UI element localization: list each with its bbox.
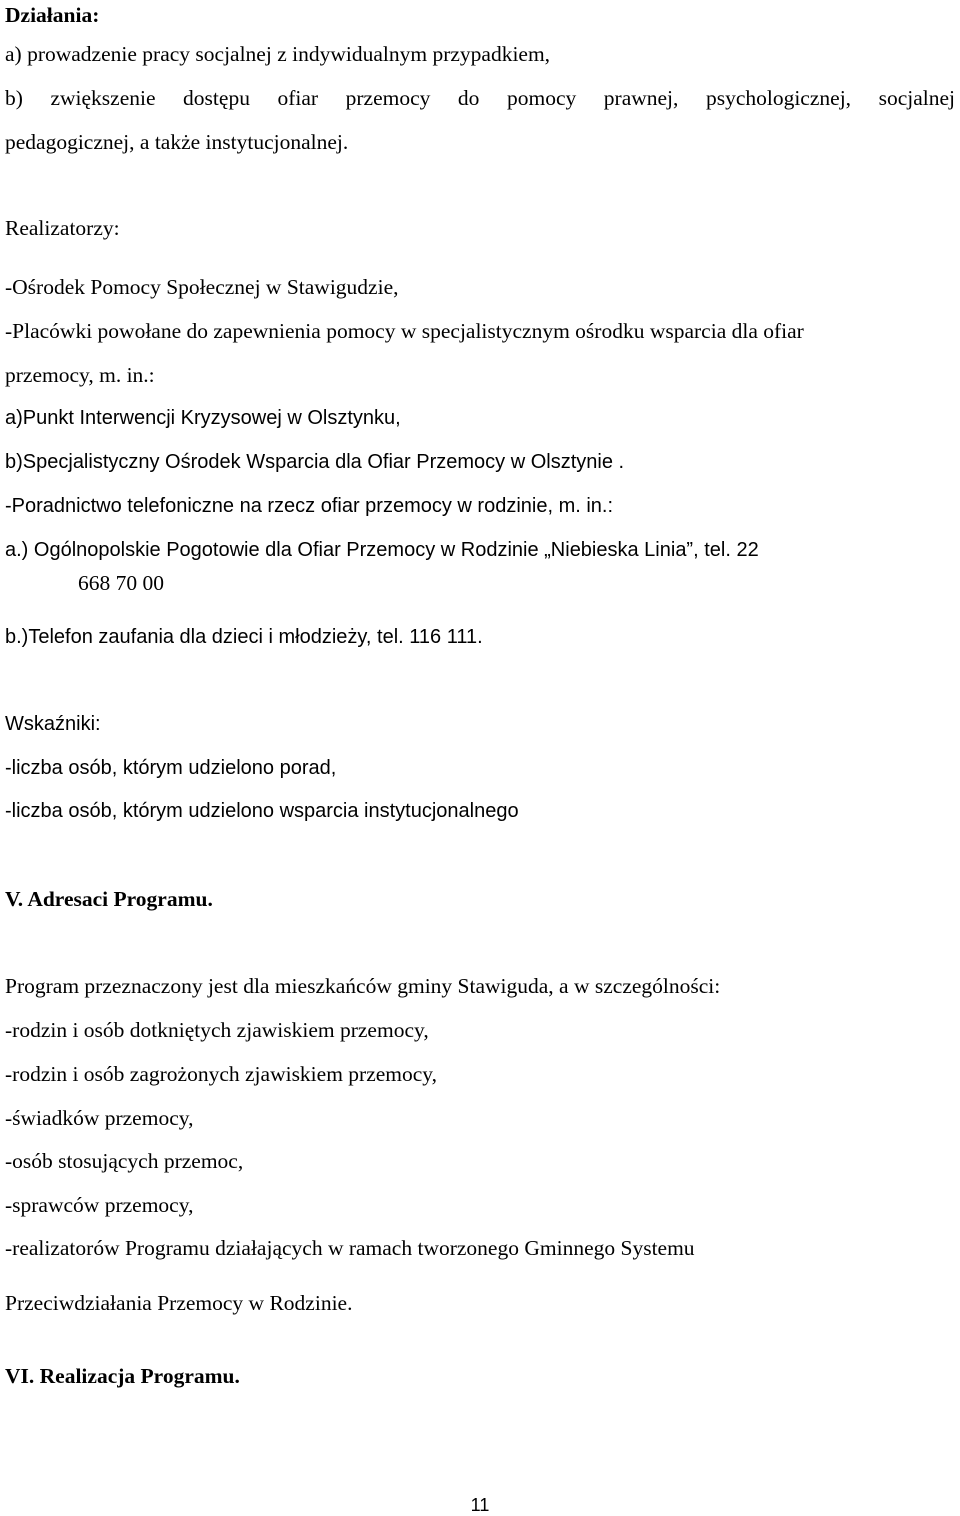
realizatorzy-heading: Realizatorzy: [5,216,120,240]
wskazniki-heading: Wskaźniki: [5,713,101,735]
wskazniki-line: -liczba osób, którym udzielono wsparcia instytucjonalnego [5,800,519,822]
adresaci-line: -rodzin i osób zagrożonych zjawiskiem przemocy, [5,1062,438,1086]
realizatorzy-line: -Ośrodek Pomocy Społecznej w Stawigudzie, [5,275,399,299]
section-v-heading: V. Adresaci Programu. [5,887,213,911]
section-vi-heading: VI. Realizacja Programu. [5,1364,240,1388]
realizatorzy-line: przemocy, m. in.: [5,363,155,387]
adresaci-line: Przeciwdziałania Przemocy w Rodzinie. [5,1291,353,1315]
realizatorzy-line: b)Specjalistyczny Ośrodek Wsparcia dla Ofiar Przemocy w Olsztynie . [5,451,625,473]
adresaci-line: -sprawców przemocy, [5,1193,194,1217]
adresaci-line: -osób stosujących przemoc, [5,1149,244,1173]
realizatorzy-line: a.) Ogólnopolskie Pogotowie dla Ofiar Przemocy w Rodzinie „Niebieska Linia”, tel. 22 [5,539,759,561]
page-number: 11 [470,1495,490,1515]
realizatorzy-line: -Poradnictwo telefoniczne na rzecz ofiar przemocy w rodzinie, m. in.: [5,495,614,517]
adresaci-line: -rodzin i osób dotkniętych zjawiskiem przemocy, [5,1018,429,1042]
realizatorzy-line: -Placówki powołane do zapewnienia pomocy w specjalistycznym ośrodku wsparcia dla ofiar [5,319,804,343]
realizatorzy-line: a)Punkt Interwencji Kryzysowej w Olsztynku, [5,407,401,429]
dzialania-item-b: b) zwiększenie dostępu ofiar przemocy do pomocy prawnej, psychologicznej, socjalnej [5,86,955,110]
realizatorzy-line: 668 70 00 [78,571,164,595]
realizatorzy-line: b.)Telefon zaufania dla dzieci i młodzieży, tel. 116 111. [5,626,483,648]
dzialania-item-b-continued: pedagogicznej, a także instytucjonalnej. [5,130,349,154]
dzialania-item-a: a) prowadzenie pracy socjalnej z indywidualnym przypadkiem, [5,42,551,66]
dzialania-heading: Działania: [5,3,100,27]
adresaci-line: -realizatorów Programu działających w ramach tworzonego Gminnego Systemu [5,1236,695,1260]
wskazniki-line: -liczba osób, którym udzielono porad, [5,757,337,779]
adresaci-line: -świadków przemocy, [5,1106,194,1130]
adresaci-line: Program przeznaczony jest dla mieszkańców gminy Stawiguda, a w szczególności: [5,974,721,998]
